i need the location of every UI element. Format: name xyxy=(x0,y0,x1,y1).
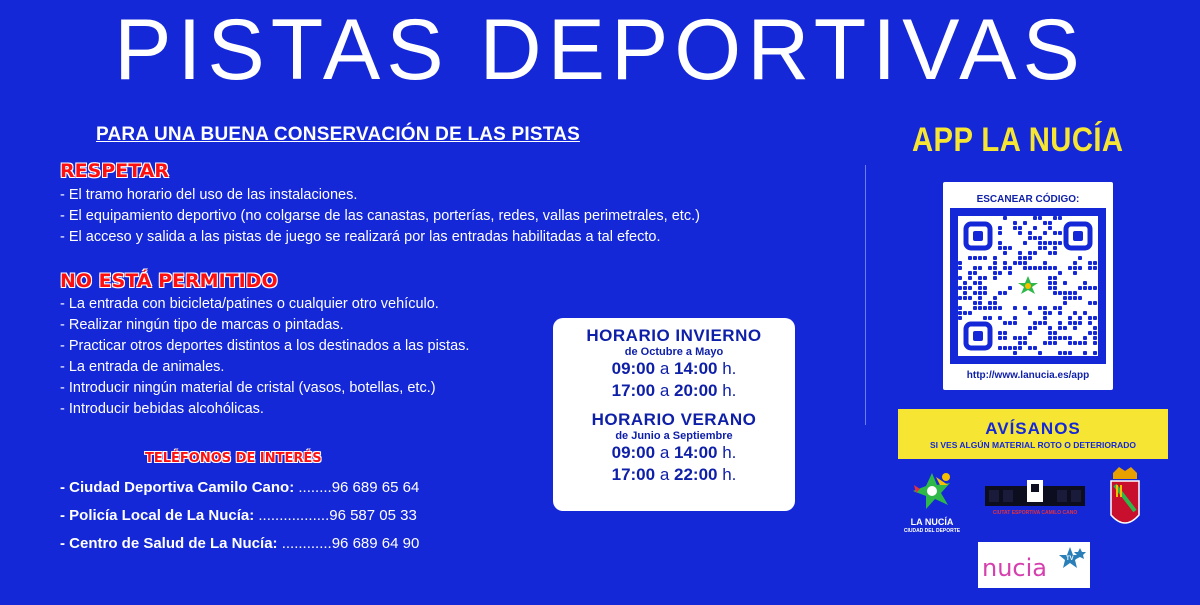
la-nucia-logo xyxy=(896,467,968,537)
nucia-tv-name: nucia xyxy=(982,554,1047,582)
la-nucia-name: LA NUCÍA xyxy=(910,517,954,527)
list-item: - La entrada de animales. xyxy=(60,359,225,375)
respetar-heading: RESPETAR xyxy=(60,160,170,182)
list-item: - Introducir bebidas alcohólicas. xyxy=(60,401,264,417)
list-item: - El equipamiento deportivo (no colgarse de las canastas, porterías, redes, vallas perimetrales, etc.) xyxy=(60,208,700,224)
phone-number: 96 689 65 64 xyxy=(331,479,420,496)
schedule-slot: 09:00 a 14:00 h. xyxy=(611,443,737,462)
phone-name: - Ciudad Deportiva Camilo Cano: xyxy=(60,479,295,496)
coat-of-arms-icon xyxy=(1109,467,1141,533)
list-item: - Introducir ningún material de cristal (vasos, botellas, etc.) xyxy=(60,380,436,396)
horario-invierno-title: HORARIO INVIERNO xyxy=(586,326,762,345)
la-nucia-star-icon xyxy=(896,467,968,515)
phone-row xyxy=(60,535,419,552)
phone-row xyxy=(60,507,417,524)
divider xyxy=(865,165,866,425)
qr-frame xyxy=(950,208,1106,364)
avisanos-banner xyxy=(898,409,1168,459)
horario-verano-period: de Junio a Septiembre xyxy=(615,430,733,442)
phone-dots: ................. xyxy=(254,507,330,524)
app-url[interactable]: http://www.lanucia.es/app xyxy=(966,370,1090,381)
schedule-slot: 17:00 a 22:00 h. xyxy=(611,465,737,484)
phone-name: - Centro de Salud de La Nucía: xyxy=(60,535,278,552)
list-item: - El tramo horario del uso de las instalaciones. xyxy=(60,187,358,203)
page-title: PISTAS DEPORTIVAS xyxy=(114,2,1086,98)
nucia-tv-tag: TV xyxy=(1066,556,1074,562)
list-item: - Practicar otros deportes distintos a los destinados a las pistas. xyxy=(60,338,470,354)
no-permitido-list xyxy=(60,294,469,420)
app-title: APP LA NUCÍA xyxy=(912,121,1124,159)
phone-dots: ............ xyxy=(277,535,332,552)
section-subtitle: PARA UNA BUENA CONSERVACIÓN DE LAS PISTAS xyxy=(96,124,580,145)
qr-code-graphic xyxy=(958,216,1098,356)
list-item: - El acceso y salida a las pistas de juego se realizará por las entradas habilitadas a tal efecto. xyxy=(60,229,661,245)
avisanos-subtitle: SI VES ALGÚN MATERIAL ROTO O DETERIORADO xyxy=(929,440,1137,450)
qr-scan-label: ESCANEAR CÓDIGO: xyxy=(976,194,1080,205)
phone-number: 96 587 05 33 xyxy=(329,507,417,524)
respetar-list xyxy=(60,185,700,248)
horario-invierno-period: de Octubre a Mayo xyxy=(624,346,724,358)
list-item: - Realizar ningún tipo de marcas o pintadas. xyxy=(60,317,344,333)
camilo-cano-logo xyxy=(985,478,1085,520)
phone-name: - Policía Local de La Nucía: xyxy=(60,507,255,524)
la-nucia-tagline: CIUDAD DEL DEPORTE xyxy=(903,528,961,534)
nucia-tv-logo xyxy=(978,542,1090,588)
avisanos-title: AVÍSANOS xyxy=(985,419,1081,438)
schedule-slot: 17:00 a 20:00 h. xyxy=(611,381,737,400)
phone-dots: ........ xyxy=(294,479,332,496)
telefonos-heading: TELÉFONOS DE INTERÉS xyxy=(145,451,322,466)
no-permitido-heading: NO ESTÁ PERMITIDO xyxy=(60,270,278,292)
phone-number: 96 689 64 90 xyxy=(331,535,420,552)
qr-code-icon[interactable] xyxy=(958,216,1098,356)
list-item: - La entrada con bicicleta/patines o cualquier otro vehículo. xyxy=(60,296,439,312)
stadium-icon xyxy=(985,478,1085,510)
schedule-slot: 09:00 a 14:00 h. xyxy=(611,359,737,378)
camilo-cano-name: CIUTAT ESPORTIVA CAMILO CANO xyxy=(992,510,1078,516)
schedule-card xyxy=(553,318,795,511)
horario-verano-title: HORARIO VERANO xyxy=(591,410,757,429)
phone-row xyxy=(60,479,419,496)
qr-card[interactable] xyxy=(943,182,1113,390)
